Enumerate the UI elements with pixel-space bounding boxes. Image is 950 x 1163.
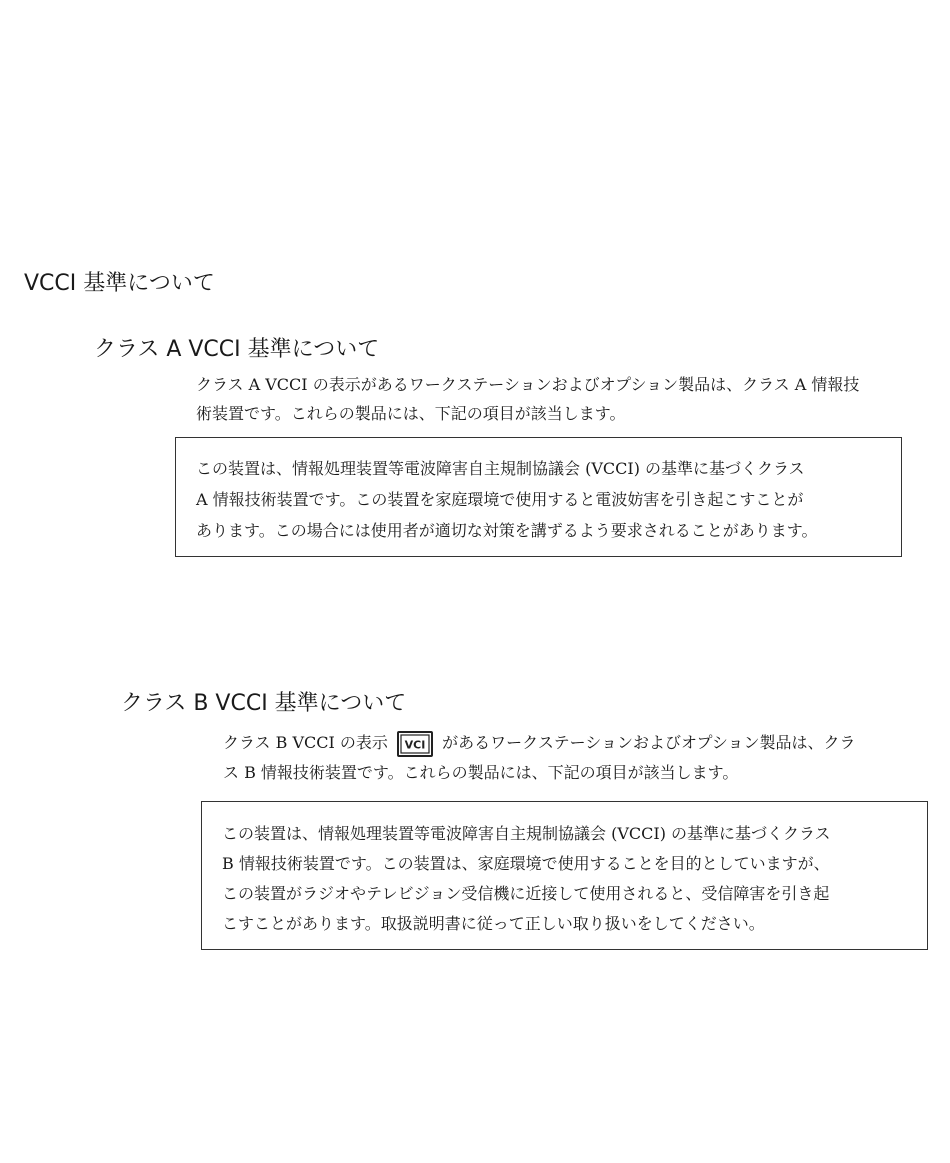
- class-b-notice-line: この装置は、情報処理装置等電波障害自主規制協議会 (VCCI) の基準に基づくクラス: [222, 824, 831, 843]
- vcci-mark-graphic: [400, 734, 430, 754]
- class-b-heading: クラス B VCCI 基準について: [121, 691, 407, 716]
- class-b-intro-line: ス B 情報技術装置です。これらの製品には、下記の項目が該当します。: [223, 763, 739, 782]
- class-a-notice-line: A 情報技術装置です。この装置を家庭環境で使用すると電波妨害を引き起こすことが: [196, 490, 804, 509]
- class-b-intro-after-mark: があるワークステーションおよびオプション製品は、クラ: [442, 733, 856, 752]
- class-b-intro-line: [223, 728, 856, 758]
- vcci-mark-text: VCI: [404, 738, 426, 751]
- class-a-notice-line: この装置は、情報処理装置等電波障害自主規制協議会 (VCCI) の基準に基づくクラス: [196, 459, 805, 478]
- class-b-intro-before-mark: クラス B VCCI の表示: [223, 733, 388, 752]
- class-a-notice-box: [175, 437, 902, 557]
- class-a-intro-line: クラス A VCCI の表示があるワークステーションおよびオプション製品は、クラス A 情報技: [196, 375, 860, 394]
- class-b-notice-line: B 情報技術装置です。この装置は、家庭環境で使用することを目的としていますが、: [222, 854, 830, 873]
- class-b-notice-box: [201, 801, 928, 950]
- class-a-intro: [196, 370, 859, 428]
- class-a-intro-line: 術装置です。これらの製品には、下記の項目が該当します。: [196, 404, 626, 423]
- class-b-intro: [223, 728, 856, 788]
- class-b-notice-line: この装置がラジオやテレビジョン受信機に近接して使用されると、受信障害を引き起: [222, 884, 830, 903]
- class-a-heading: クラス A VCCI 基準について: [94, 337, 380, 362]
- vcci-mark-icon: [397, 731, 433, 757]
- main-heading: VCCI 基準について: [24, 271, 215, 296]
- class-a-notice-line: あります。この場合には使用者が適切な対策を講ずるよう要求されることがあります。: [196, 521, 818, 540]
- class-b-notice-line: こすことがあります。取扱説明書に従って正しい取り扱いをしてください。: [222, 914, 765, 933]
